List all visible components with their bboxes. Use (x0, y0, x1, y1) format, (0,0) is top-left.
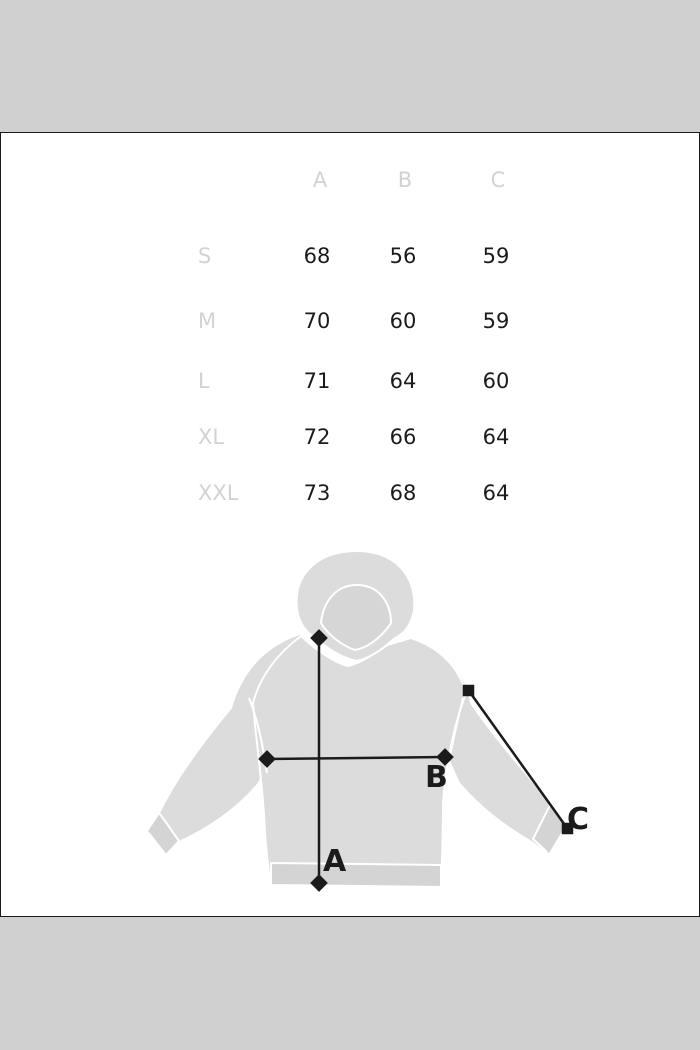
size-value: 68 (303, 244, 331, 268)
size-label: M (198, 309, 217, 333)
size-value: 60 (482, 369, 510, 393)
size-value: 71 (303, 369, 331, 393)
size-value: 70 (303, 309, 331, 333)
measurement-label-c: C (567, 802, 590, 837)
size-label: XXL (198, 481, 239, 505)
size-label: S (198, 244, 212, 268)
size-value: 66 (389, 425, 417, 449)
size-value: 64 (482, 481, 510, 505)
marker-c-top (464, 686, 473, 695)
size-value: 72 (303, 425, 331, 449)
size-value: 59 (482, 244, 510, 268)
size-label: L (198, 369, 210, 393)
column-header-c: C (490, 168, 506, 192)
size-value: 64 (389, 369, 417, 393)
waistband-shape (271, 863, 441, 887)
hoodie-measurement-diagram (1, 133, 699, 916)
size-value: 64 (482, 425, 510, 449)
size-value: 73 (303, 481, 331, 505)
size-guide-card (0, 132, 700, 917)
measurement-label-a: A (323, 844, 347, 879)
column-header-a: A (312, 168, 328, 192)
size-value: 56 (389, 244, 417, 268)
size-label: XL (198, 425, 225, 449)
size-value: 60 (389, 309, 417, 333)
column-header-b: B (397, 168, 413, 192)
hoodie-illustration (147, 551, 567, 887)
measurement-label-b: B (425, 760, 448, 795)
size-value: 68 (389, 481, 417, 505)
size-value: 59 (482, 309, 510, 333)
